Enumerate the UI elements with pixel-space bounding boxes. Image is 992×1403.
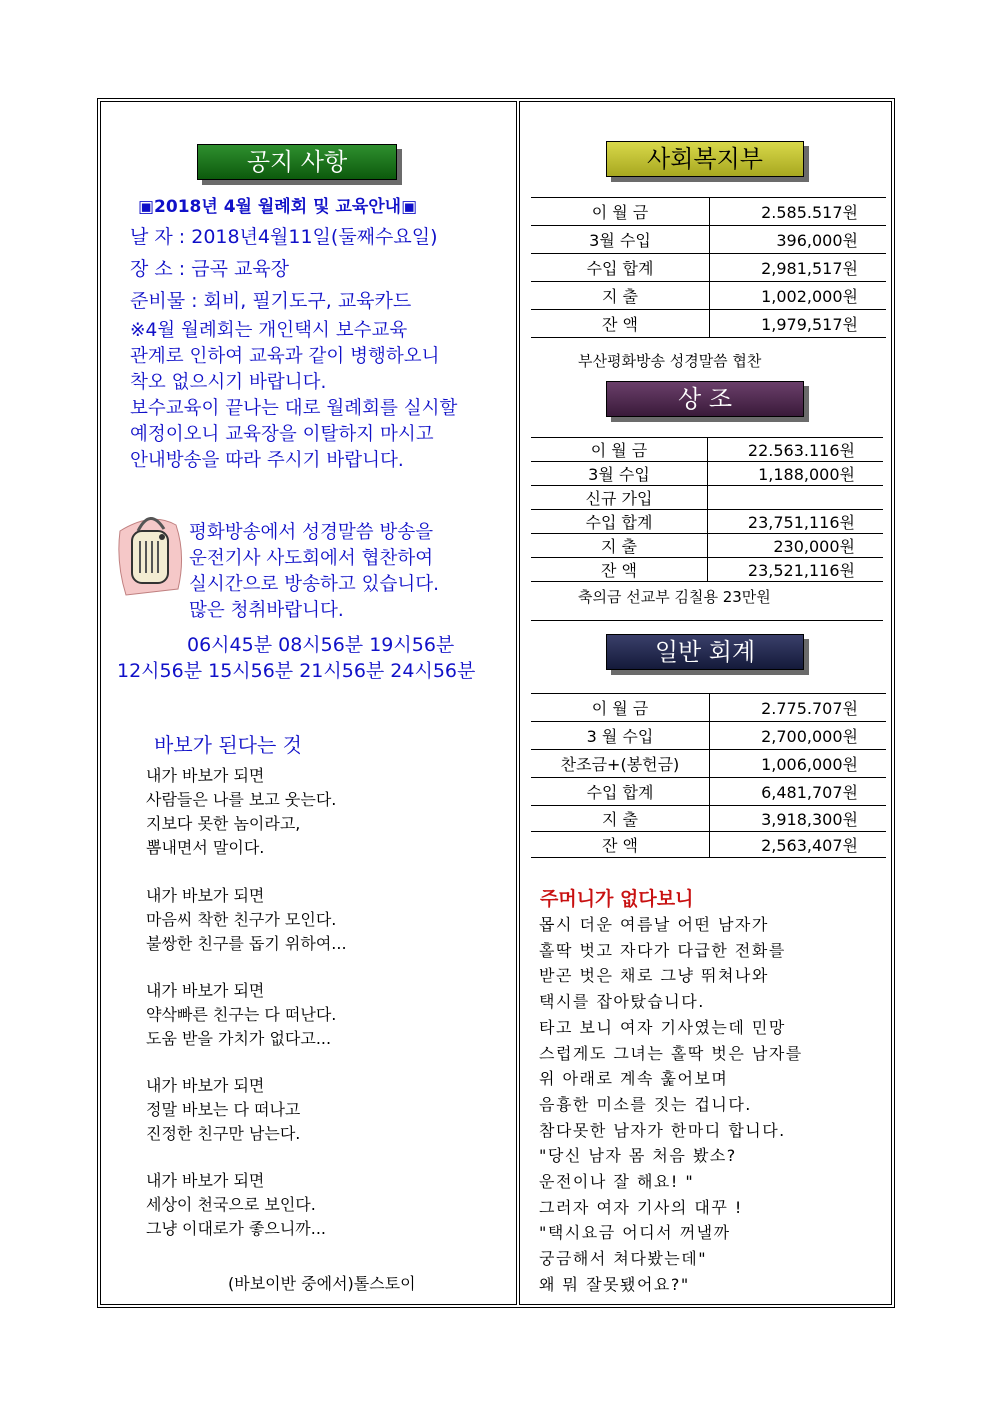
row-label: 수입 합계 [531,778,710,806]
radio-icon [112,503,188,603]
story-line: 위 아래로 계속 훑어보며 [539,1069,729,1089]
row-label: 찬조금+(봉헌금) [531,750,710,778]
table-row [531,558,883,582]
notice-place: 장 소 : 금곡 교육장 [130,258,290,280]
notice-para-line: 예정이오니 교육장을 이탈하지 마시고 [130,424,434,445]
poem-stanza [146,1169,326,1241]
table-row [531,226,886,254]
row-value: 2.585.517원 [710,198,887,226]
general-table [531,693,886,858]
poem-line: 내가 바보가 되면 [146,766,265,785]
poem-line: 세상이 천국으로 보인다. [146,1195,316,1214]
table-row [531,694,886,722]
story-line: 운전이나 잘 해요! " [539,1172,695,1192]
notice-heading: ▣2018년 4월 월례회 및 교육안내▣ [138,197,418,217]
table-row [531,198,886,226]
table-row [531,310,886,338]
notice-para-line: 안내방송을 따라 주시기 바랍니다. [130,450,404,471]
table-row [531,486,883,510]
row-value: 2,700,000원 [710,722,887,750]
row-value: 2,563,407원 [710,832,887,858]
story-line: 받곤 벗은 채로 그냥 뛰쳐나와 [539,966,769,986]
notice-paragraph [130,318,457,474]
radio-line: 평화방송에서 성경말씀 방송을 [189,522,434,543]
poem-stanza [146,979,336,1051]
notice-para-line: 착오 없으시기 바랍니다. [130,372,327,393]
story-line: "당신 남자 몸 처음 봤소? [539,1146,737,1166]
row-label: 3 월 수입 [531,722,710,750]
radio-line: 운전기사 사도회에서 협찬하여 [189,548,434,569]
poem-title: 바보가 된다는 것 [154,733,302,757]
poem-source: (바보이반 중에서)톨스토이 [228,1274,416,1293]
story-title: 주머니가 없다보니 [540,888,694,910]
row-label: 이 월 금 [531,198,710,226]
poem-line: 진정한 친구만 남는다. [146,1124,301,1143]
notice-para-line: 보수교육이 끝나는 대로 월례회를 실시할 [130,398,458,419]
story-line: 그러자 여자 기사의 대꾸 ! [539,1197,743,1217]
table-row [531,832,886,858]
table-row [531,534,883,558]
row-label: 수입 합계 [531,510,708,534]
row-label: 잔 액 [531,310,710,338]
row-value: 1,979,517원 [710,310,887,338]
table-row [531,254,886,282]
row-value: 23,751,116원 [708,510,884,534]
story-line: 몹시 더운 여름날 어떤 남자가 [539,915,769,934]
poem-line: 그냥 이대로가 좋으니까... [146,1219,326,1238]
row-label: 잔 액 [531,558,708,582]
row-value: 3,918,300원 [710,806,887,832]
row-label: 3월 수입 [531,226,710,254]
story-line: 참다못한 남자가 한마디 합니다. [539,1120,786,1140]
poem-line: 사람들은 나를 보고 웃는다. [146,790,337,809]
story-line: 스럽게도 그녀는 홀딱 벗은 남자를 [539,1043,803,1063]
table-row [531,778,886,806]
row-label: 3월 수입 [531,462,708,486]
radio-times-1: 06시45분 08시56분 19시56분 [187,634,455,656]
poem-line: 내가 바보가 되면 [146,1171,265,1190]
poem-stanza [146,764,336,860]
welfare-title: 사회복지부 [606,141,804,177]
row-value: 230,000원 [708,534,884,558]
row-value: 6,481,707원 [710,778,887,806]
poem-line: 마음씨 착한 친구가 모인다. [146,910,337,929]
poem-line: 내가 바보가 되면 [146,981,265,1000]
row-label: 이 월 금 [531,438,708,462]
poem-stanza [146,1074,300,1146]
row-label: 지 출 [531,806,710,832]
table-row [531,462,883,486]
divider [531,620,883,621]
row-value: 2,981,517원 [710,254,887,282]
poem-line: 불쌍한 친구를 돕기 위하여... [146,934,347,953]
story-line: 타고 보니 여자 기사였는데 민망 [539,1017,786,1037]
row-label: 잔 액 [531,832,710,858]
poem-line: 약삭빠른 친구는 다 떠난다. [146,1005,337,1024]
poem-line: 내가 바보가 되면 [146,886,265,905]
row-value [708,486,884,510]
notice-title: 공지 사항 [197,144,397,180]
story-line: 음흉한 미소를 짓는 겁니다. [539,1094,752,1114]
poem-line: 정말 바보는 다 떠나고 [146,1100,301,1119]
table-row [531,722,886,750]
poem-stanza [146,884,347,956]
row-value: 1,002,000원 [710,282,887,310]
row-label: 지 출 [531,282,710,310]
notice-date: 날 자 : 2018년4월11일(둘째수요일) [130,226,438,248]
row-value: 23,521,116원 [708,558,884,582]
row-value: 2.775.707원 [710,694,887,722]
table-row [531,282,886,310]
radio-text [189,520,439,624]
notice-para-line: ※4월 월례회는 개인택시 보수교육 [130,320,408,341]
radio-line: 많은 청취바랍니다. [189,600,344,621]
story-line: 궁금해서 쳐다봤는데" [539,1249,708,1269]
condolence-title: 상 조 [606,381,804,417]
welfare-table [531,197,886,338]
notice-items: 준비물 : 회비, 필기도구, 교육카드 [130,290,412,312]
general-title: 일반 회계 [606,634,804,670]
radio-line: 실시간으로 방송하고 있습니다. [189,574,439,595]
table-row [531,806,886,832]
row-value: 1,188,000원 [708,462,884,486]
story-body [539,912,803,1298]
row-label: 지 출 [531,534,708,558]
poem-line: 뽐내면서 말이다. [146,838,265,857]
table-row [531,438,883,462]
poem-line: 도움 받을 가치가 없다고... [146,1029,332,1048]
poem-line: 내가 바보가 되면 [146,1076,265,1095]
story-line: 홀딱 벗고 자다가 다급한 전화를 [539,940,786,960]
row-value: 1,006,000원 [710,750,887,778]
table-row [531,510,883,534]
row-label: 신규 가입 [531,486,708,510]
condolence-note: 축의금 선교부 김칠용 23만원 [578,588,771,606]
row-label: 수입 합계 [531,254,710,282]
story-line: 택시를 잡아탔습니다. [539,992,705,1012]
row-value: 396,000원 [710,226,887,254]
condolence-table [531,437,883,582]
welfare-note: 부산평화방송 성경말씀 협찬 [578,352,762,370]
story-line: "택시요금 어디서 꺼낼까 [539,1223,731,1243]
radio-times-2: 12시56분 15시56분 21시56분 24시56분 [117,660,476,682]
row-value: 22.563.116원 [708,438,884,462]
row-label: 이 월 금 [531,694,710,722]
story-line: 왜 뭐 잘못됐어요?" [539,1274,690,1294]
notice-para-line: 관계로 인하여 교육과 같이 병행하오니 [130,346,440,367]
table-row [531,750,886,778]
poem-line: 지보다 못한 놈이라고, [146,814,301,833]
